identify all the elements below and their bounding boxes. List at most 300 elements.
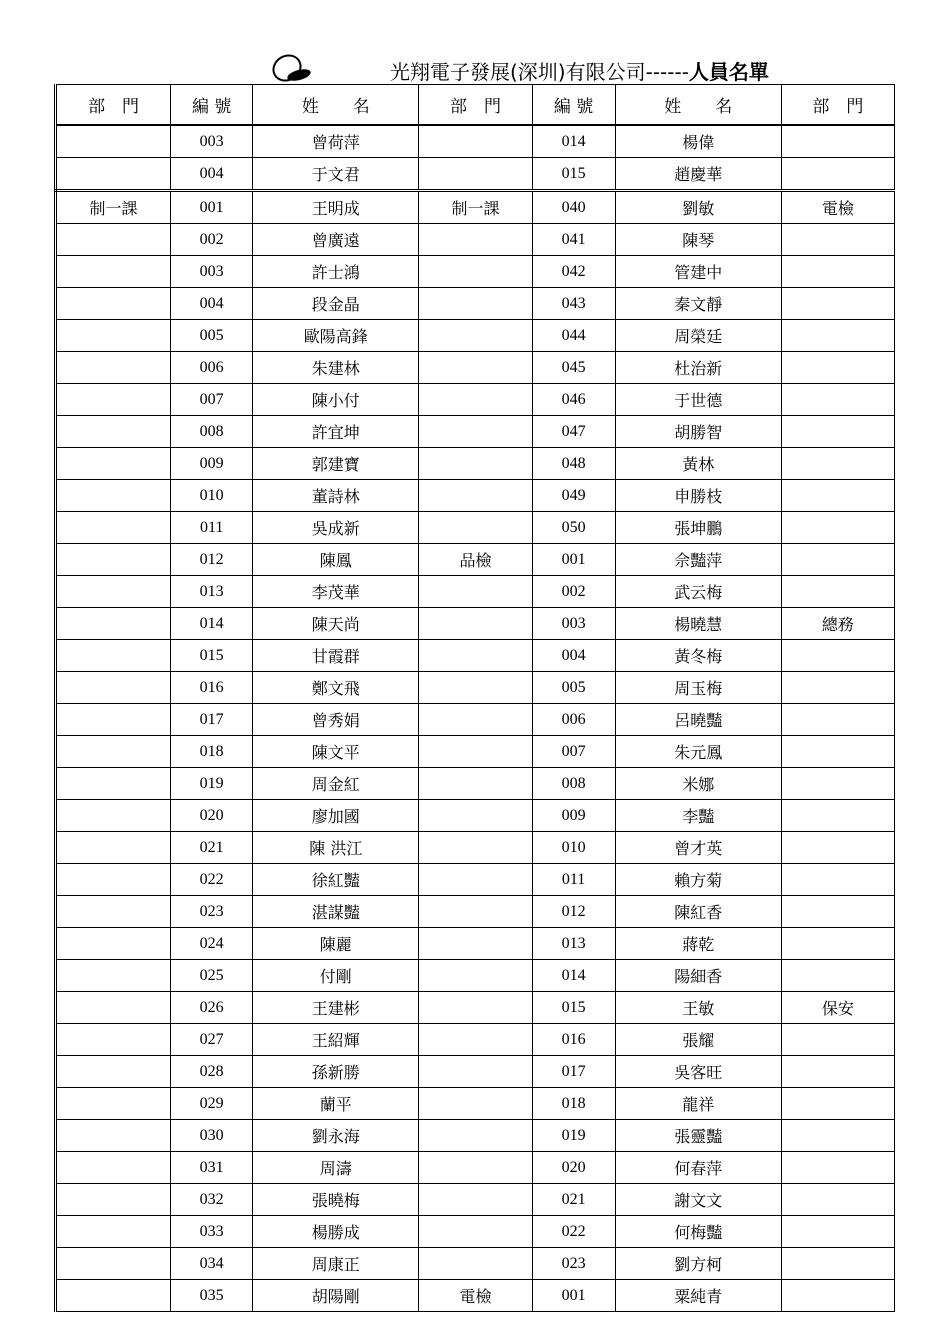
name-cell: 佘豔萍 bbox=[615, 544, 781, 576]
number-cell: 010 bbox=[171, 480, 253, 512]
dept-cell bbox=[781, 672, 894, 704]
number-cell: 022 bbox=[171, 864, 253, 896]
dept-cell bbox=[781, 416, 894, 448]
dept-cell bbox=[419, 320, 532, 352]
number-cell: 003 bbox=[171, 256, 253, 288]
dept-cell bbox=[56, 768, 171, 800]
dept-cell bbox=[56, 288, 171, 320]
name-cell: 王敏 bbox=[615, 992, 781, 1024]
column-header: 編 號 bbox=[532, 85, 615, 126]
number-cell: 029 bbox=[171, 1088, 253, 1120]
number-cell: 013 bbox=[171, 576, 253, 608]
column-header: 編 號 bbox=[171, 85, 253, 126]
dept-cell bbox=[56, 1120, 171, 1152]
dept-cell bbox=[781, 640, 894, 672]
dept-cell bbox=[781, 158, 894, 191]
dept-cell bbox=[56, 125, 171, 158]
dept-cell bbox=[419, 1216, 532, 1248]
name-cell: 申勝枝 bbox=[615, 480, 781, 512]
dept-cell bbox=[419, 352, 532, 384]
name-cell: 甘霞群 bbox=[253, 640, 419, 672]
number-cell: 042 bbox=[532, 256, 615, 288]
dept-cell bbox=[56, 960, 171, 992]
name-cell: 陳鳳 bbox=[253, 544, 419, 576]
dept-cell bbox=[419, 768, 532, 800]
name-cell: 張耀 bbox=[615, 1024, 781, 1056]
dept-cell bbox=[419, 640, 532, 672]
dept-cell bbox=[419, 1184, 532, 1216]
number-cell: 004 bbox=[171, 288, 253, 320]
table-row bbox=[56, 1056, 895, 1088]
name-cell: 呂曉豔 bbox=[615, 704, 781, 736]
name-cell: 黃冬梅 bbox=[615, 640, 781, 672]
number-cell: 018 bbox=[171, 736, 253, 768]
table-row bbox=[56, 416, 895, 448]
number-cell: 006 bbox=[171, 352, 253, 384]
dept-cell bbox=[56, 544, 171, 576]
number-cell: 011 bbox=[171, 512, 253, 544]
number-cell: 003 bbox=[532, 608, 615, 640]
dept-cell bbox=[419, 928, 532, 960]
number-cell: 009 bbox=[171, 448, 253, 480]
name-cell: 劉永海 bbox=[253, 1120, 419, 1152]
number-cell: 003 bbox=[171, 125, 253, 158]
dept-cell bbox=[419, 864, 532, 896]
dept-cell bbox=[781, 544, 894, 576]
number-cell: 024 bbox=[171, 928, 253, 960]
dept-cell bbox=[56, 640, 171, 672]
dept-cell bbox=[781, 288, 894, 320]
name-cell: 曾才英 bbox=[615, 832, 781, 864]
dept-cell bbox=[781, 352, 894, 384]
table-row bbox=[56, 191, 895, 224]
number-cell: 027 bbox=[171, 1024, 253, 1056]
table-row bbox=[56, 480, 895, 512]
number-cell: 032 bbox=[171, 1184, 253, 1216]
table-row bbox=[56, 768, 895, 800]
dept-cell bbox=[56, 864, 171, 896]
dept-cell bbox=[56, 608, 171, 640]
dept-cell bbox=[781, 768, 894, 800]
name-cell: 粟純青 bbox=[615, 1280, 781, 1312]
name-cell: 徐紅豔 bbox=[253, 864, 419, 896]
number-cell: 028 bbox=[171, 1056, 253, 1088]
number-cell: 013 bbox=[532, 928, 615, 960]
number-cell: 021 bbox=[171, 832, 253, 864]
table-row bbox=[56, 960, 895, 992]
dept-cell bbox=[781, 1248, 894, 1280]
column-header: 部 門 bbox=[781, 85, 894, 126]
dept-cell bbox=[781, 1280, 894, 1312]
number-cell: 007 bbox=[171, 384, 253, 416]
table-row bbox=[56, 224, 895, 256]
name-cell: 許士鴻 bbox=[253, 256, 419, 288]
name-cell: 杜治新 bbox=[615, 352, 781, 384]
table-row bbox=[56, 864, 895, 896]
number-cell: 031 bbox=[171, 1152, 253, 1184]
dept-cell: 制一課 bbox=[56, 191, 171, 224]
dept-cell bbox=[56, 1088, 171, 1120]
company-name: 光翔電子發展(深圳)有限公司------ bbox=[390, 60, 689, 84]
column-header: 姓 名 bbox=[253, 85, 419, 126]
dept-cell bbox=[781, 704, 894, 736]
number-cell: 035 bbox=[171, 1280, 253, 1312]
dept-cell bbox=[419, 992, 532, 1024]
name-cell: 陳麗 bbox=[253, 928, 419, 960]
name-cell: 楊勝成 bbox=[253, 1216, 419, 1248]
number-cell: 023 bbox=[171, 896, 253, 928]
dept-cell bbox=[419, 736, 532, 768]
dept-cell bbox=[781, 224, 894, 256]
table-row bbox=[56, 672, 895, 704]
dept-cell bbox=[56, 1184, 171, 1216]
dept-cell bbox=[419, 800, 532, 832]
name-cell: 張曉梅 bbox=[253, 1184, 419, 1216]
dept-cell bbox=[781, 256, 894, 288]
dept-cell bbox=[781, 1152, 894, 1184]
table-header-row bbox=[56, 85, 895, 126]
number-cell: 047 bbox=[532, 416, 615, 448]
name-cell: 蘭平 bbox=[253, 1088, 419, 1120]
dept-cell: 電檢 bbox=[781, 191, 894, 224]
dept-cell bbox=[56, 1152, 171, 1184]
table-row bbox=[56, 544, 895, 576]
table-row bbox=[56, 992, 895, 1024]
dept-cell bbox=[781, 1024, 894, 1056]
name-cell: 湛謀豔 bbox=[253, 896, 419, 928]
dept-cell bbox=[56, 384, 171, 416]
number-cell: 012 bbox=[532, 896, 615, 928]
name-cell: 周金紅 bbox=[253, 768, 419, 800]
name-cell: 曾廣遠 bbox=[253, 224, 419, 256]
name-cell: 許宜坤 bbox=[253, 416, 419, 448]
dept-cell bbox=[419, 288, 532, 320]
column-header: 姓 名 bbox=[615, 85, 781, 126]
name-cell: 陳紅香 bbox=[615, 896, 781, 928]
dept-cell bbox=[419, 224, 532, 256]
table-row bbox=[56, 448, 895, 480]
number-cell: 004 bbox=[171, 158, 253, 191]
name-cell: 陳 洪江 bbox=[253, 832, 419, 864]
table-row bbox=[56, 352, 895, 384]
dept-cell bbox=[56, 992, 171, 1024]
company-logo-icon bbox=[265, 48, 317, 86]
dept-cell bbox=[419, 125, 532, 158]
dept-cell bbox=[781, 736, 894, 768]
dept-cell bbox=[781, 576, 894, 608]
dept-cell bbox=[56, 448, 171, 480]
dept-cell bbox=[419, 704, 532, 736]
name-cell: 劉方柯 bbox=[615, 1248, 781, 1280]
dept-cell bbox=[781, 832, 894, 864]
table-row bbox=[56, 800, 895, 832]
name-cell: 楊偉 bbox=[615, 125, 781, 158]
name-cell: 周濤 bbox=[253, 1152, 419, 1184]
number-cell: 015 bbox=[171, 640, 253, 672]
name-cell: 于文君 bbox=[253, 158, 419, 191]
name-cell: 吳成新 bbox=[253, 512, 419, 544]
table-row bbox=[56, 736, 895, 768]
name-cell: 張坤鵬 bbox=[615, 512, 781, 544]
name-cell: 胡陽剛 bbox=[253, 1280, 419, 1312]
dept-cell bbox=[56, 1024, 171, 1056]
name-cell: 朱建林 bbox=[253, 352, 419, 384]
table-row bbox=[56, 1184, 895, 1216]
table-row bbox=[56, 640, 895, 672]
name-cell: 王建彬 bbox=[253, 992, 419, 1024]
name-cell: 謝文文 bbox=[615, 1184, 781, 1216]
number-cell: 005 bbox=[532, 672, 615, 704]
number-cell: 046 bbox=[532, 384, 615, 416]
name-cell: 趙慶華 bbox=[615, 158, 781, 191]
number-cell: 001 bbox=[532, 1280, 615, 1312]
number-cell: 040 bbox=[532, 191, 615, 224]
table-row bbox=[56, 832, 895, 864]
dept-cell bbox=[56, 512, 171, 544]
number-cell: 002 bbox=[532, 576, 615, 608]
table-row bbox=[56, 1280, 895, 1312]
name-cell: 郭建寶 bbox=[253, 448, 419, 480]
name-cell: 周玉梅 bbox=[615, 672, 781, 704]
dept-cell bbox=[781, 1184, 894, 1216]
number-cell: 001 bbox=[532, 544, 615, 576]
name-cell: 陳天尚 bbox=[253, 608, 419, 640]
dept-cell bbox=[781, 512, 894, 544]
dept-cell bbox=[419, 1248, 532, 1280]
name-cell: 何梅豔 bbox=[615, 1216, 781, 1248]
dept-cell bbox=[56, 576, 171, 608]
number-cell: 045 bbox=[532, 352, 615, 384]
number-cell: 015 bbox=[532, 992, 615, 1024]
number-cell: 048 bbox=[532, 448, 615, 480]
name-cell: 管建中 bbox=[615, 256, 781, 288]
dept-cell bbox=[419, 608, 532, 640]
table-row bbox=[56, 896, 895, 928]
name-cell: 武云梅 bbox=[615, 576, 781, 608]
number-cell: 022 bbox=[532, 1216, 615, 1248]
table-row bbox=[56, 1248, 895, 1280]
name-cell: 周榮廷 bbox=[615, 320, 781, 352]
name-cell: 賴方菊 bbox=[615, 864, 781, 896]
number-cell: 030 bbox=[171, 1120, 253, 1152]
number-cell: 034 bbox=[171, 1248, 253, 1280]
table-row bbox=[56, 928, 895, 960]
number-cell: 019 bbox=[171, 768, 253, 800]
name-cell: 朱元鳳 bbox=[615, 736, 781, 768]
number-cell: 044 bbox=[532, 320, 615, 352]
name-cell: 陳小付 bbox=[253, 384, 419, 416]
number-cell: 018 bbox=[532, 1088, 615, 1120]
staff-table bbox=[54, 84, 895, 1312]
dept-cell bbox=[781, 1056, 894, 1088]
name-cell: 付剛 bbox=[253, 960, 419, 992]
name-cell: 周康正 bbox=[253, 1248, 419, 1280]
dept-cell bbox=[781, 448, 894, 480]
dept-cell bbox=[56, 928, 171, 960]
dept-cell bbox=[419, 672, 532, 704]
number-cell: 014 bbox=[171, 608, 253, 640]
dept-cell bbox=[781, 480, 894, 512]
number-cell: 008 bbox=[532, 768, 615, 800]
dept-cell bbox=[56, 832, 171, 864]
name-cell: 王明成 bbox=[253, 191, 419, 224]
dept-cell bbox=[419, 576, 532, 608]
number-cell: 008 bbox=[171, 416, 253, 448]
dept-cell bbox=[56, 672, 171, 704]
name-cell: 李豔 bbox=[615, 800, 781, 832]
dept-cell bbox=[781, 384, 894, 416]
dept-cell bbox=[419, 960, 532, 992]
number-cell: 005 bbox=[171, 320, 253, 352]
number-cell: 026 bbox=[171, 992, 253, 1024]
number-cell: 033 bbox=[171, 1216, 253, 1248]
number-cell: 010 bbox=[532, 832, 615, 864]
dept-cell bbox=[419, 256, 532, 288]
dept-cell: 總務 bbox=[781, 608, 894, 640]
dept-cell bbox=[56, 1216, 171, 1248]
number-cell: 011 bbox=[532, 864, 615, 896]
name-cell: 秦文靜 bbox=[615, 288, 781, 320]
dept-cell bbox=[56, 158, 171, 191]
table-row bbox=[56, 1120, 895, 1152]
number-cell: 014 bbox=[532, 960, 615, 992]
dept-cell bbox=[781, 1216, 894, 1248]
dept-cell bbox=[419, 1056, 532, 1088]
name-cell: 楊曉慧 bbox=[615, 608, 781, 640]
table-row bbox=[56, 158, 895, 191]
table-row bbox=[56, 125, 895, 158]
dept-cell bbox=[56, 256, 171, 288]
dept-cell bbox=[419, 1088, 532, 1120]
dept-cell bbox=[419, 480, 532, 512]
dept-cell: 電檢 bbox=[419, 1280, 532, 1312]
number-cell: 025 bbox=[171, 960, 253, 992]
number-cell: 023 bbox=[532, 1248, 615, 1280]
dept-cell bbox=[781, 125, 894, 158]
name-cell: 廖加國 bbox=[253, 800, 419, 832]
dept-cell bbox=[56, 1056, 171, 1088]
name-cell: 龍祥 bbox=[615, 1088, 781, 1120]
number-cell: 006 bbox=[532, 704, 615, 736]
number-cell: 021 bbox=[532, 1184, 615, 1216]
table-row bbox=[56, 512, 895, 544]
name-cell: 曾秀娟 bbox=[253, 704, 419, 736]
dept-cell bbox=[781, 864, 894, 896]
number-cell: 004 bbox=[532, 640, 615, 672]
name-cell: 何春萍 bbox=[615, 1152, 781, 1184]
name-cell: 劉敏 bbox=[615, 191, 781, 224]
dept-cell: 品檢 bbox=[419, 544, 532, 576]
dept-cell bbox=[56, 736, 171, 768]
number-cell: 002 bbox=[171, 224, 253, 256]
dept-cell bbox=[781, 320, 894, 352]
number-cell: 020 bbox=[532, 1152, 615, 1184]
number-cell: 020 bbox=[171, 800, 253, 832]
name-cell: 胡勝智 bbox=[615, 416, 781, 448]
dept-cell bbox=[781, 960, 894, 992]
table-row bbox=[56, 1152, 895, 1184]
dept-cell bbox=[419, 158, 532, 191]
number-cell: 016 bbox=[532, 1024, 615, 1056]
name-cell: 董詩林 bbox=[253, 480, 419, 512]
dept-cell bbox=[419, 416, 532, 448]
name-cell: 歐陽高鋒 bbox=[253, 320, 419, 352]
dept-cell bbox=[419, 896, 532, 928]
name-cell: 陽細香 bbox=[615, 960, 781, 992]
column-header: 部 門 bbox=[419, 85, 532, 126]
dept-cell: 制一課 bbox=[419, 191, 532, 224]
table-row bbox=[56, 704, 895, 736]
number-cell: 007 bbox=[532, 736, 615, 768]
table-row bbox=[56, 320, 895, 352]
dept-cell bbox=[56, 480, 171, 512]
name-cell: 孫新勝 bbox=[253, 1056, 419, 1088]
number-cell: 050 bbox=[532, 512, 615, 544]
number-cell: 015 bbox=[532, 158, 615, 191]
dept-cell bbox=[781, 800, 894, 832]
name-cell: 李茂華 bbox=[253, 576, 419, 608]
column-header: 部 門 bbox=[56, 85, 171, 126]
document-title bbox=[390, 56, 769, 85]
dept-cell bbox=[56, 1248, 171, 1280]
number-cell: 001 bbox=[171, 191, 253, 224]
dept-cell: 保安 bbox=[781, 992, 894, 1024]
table-row bbox=[56, 1088, 895, 1120]
dept-cell bbox=[56, 224, 171, 256]
number-cell: 014 bbox=[532, 125, 615, 158]
table-row bbox=[56, 608, 895, 640]
dept-cell bbox=[56, 704, 171, 736]
dept-cell bbox=[419, 1024, 532, 1056]
name-cell: 米娜 bbox=[615, 768, 781, 800]
name-cell: 吳客旺 bbox=[615, 1056, 781, 1088]
number-cell: 019 bbox=[532, 1120, 615, 1152]
table-row bbox=[56, 576, 895, 608]
dept-cell bbox=[419, 384, 532, 416]
dept-cell bbox=[781, 896, 894, 928]
number-cell: 017 bbox=[171, 704, 253, 736]
dept-cell bbox=[419, 1120, 532, 1152]
dept-cell bbox=[56, 352, 171, 384]
name-cell: 張靈豔 bbox=[615, 1120, 781, 1152]
number-cell: 049 bbox=[532, 480, 615, 512]
table-body bbox=[56, 125, 895, 1312]
number-cell: 016 bbox=[171, 672, 253, 704]
dept-cell bbox=[56, 800, 171, 832]
dept-cell bbox=[56, 416, 171, 448]
dept-cell bbox=[56, 1280, 171, 1312]
name-cell: 鄭文飛 bbox=[253, 672, 419, 704]
document-header bbox=[265, 48, 825, 88]
table-row bbox=[56, 1024, 895, 1056]
table-row bbox=[56, 256, 895, 288]
dept-cell bbox=[419, 1152, 532, 1184]
number-cell: 043 bbox=[532, 288, 615, 320]
number-cell: 017 bbox=[532, 1056, 615, 1088]
dept-cell bbox=[56, 896, 171, 928]
dept-cell bbox=[781, 928, 894, 960]
name-cell: 段金晶 bbox=[253, 288, 419, 320]
name-cell: 曾荷萍 bbox=[253, 125, 419, 158]
dept-cell bbox=[56, 320, 171, 352]
number-cell: 009 bbox=[532, 800, 615, 832]
dept-cell bbox=[781, 1088, 894, 1120]
name-cell: 于世德 bbox=[615, 384, 781, 416]
name-cell: 王紹輝 bbox=[253, 1024, 419, 1056]
name-cell: 黃林 bbox=[615, 448, 781, 480]
table-row bbox=[56, 384, 895, 416]
dept-cell bbox=[419, 512, 532, 544]
